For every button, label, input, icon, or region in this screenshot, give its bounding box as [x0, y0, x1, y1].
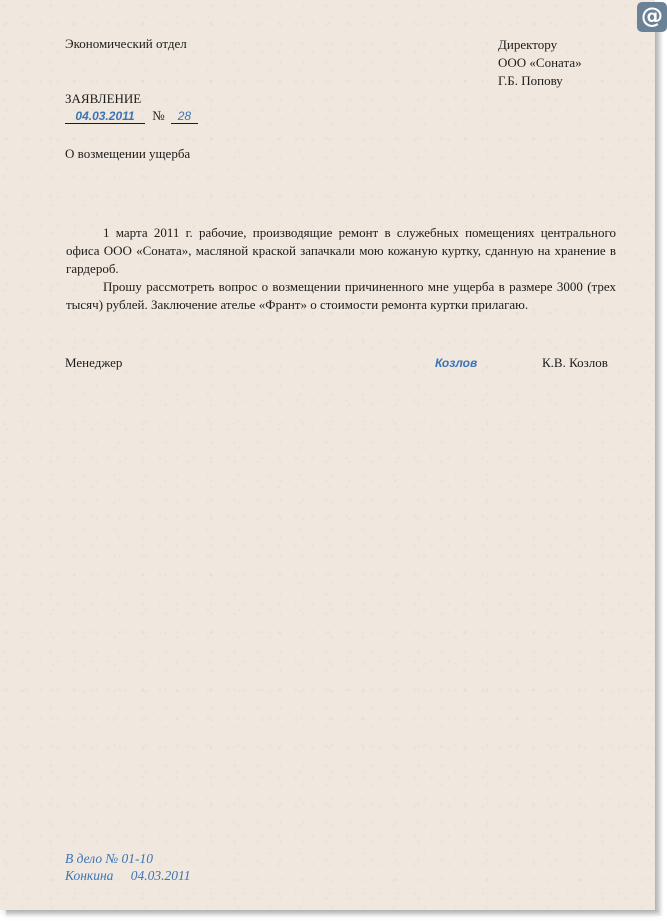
- number-sign: №: [152, 108, 165, 123]
- resolution-signer: Конкина: [65, 868, 114, 883]
- body-paragraph: Прошу рассмотреть вопрос о возмещении причиненного мне ущерба в размере 3000 (трех тысяч) рублей. Заключение ателье «Франт» о стоимости ремонта куртки прилагаю.: [66, 279, 616, 312]
- sender-department: Экономический отдел: [65, 36, 187, 51]
- page-shadow-bottom: [6, 910, 659, 917]
- recipient-name: Г.Б. Попову: [498, 73, 563, 88]
- signatory-name: К.В. Козлов: [542, 355, 608, 370]
- document-number: 28: [171, 110, 198, 124]
- at-sign-logo-icon[interactable]: @: [637, 2, 667, 32]
- document-body: [66, 224, 616, 314]
- body-paragraph: 1 марта 2011 г. рабочие, производящие ремонт в служебных помещениях центрального офиса ООО «Соната», масляной краской запачкали мою кожаную куртку, сданную на хранение в гардероб.: [66, 225, 616, 276]
- document-type: ЗАЯВЛЕНИЕ: [65, 91, 142, 106]
- recipient-company: ООО «Соната»: [498, 55, 582, 70]
- handwritten-signature: Козлов: [435, 356, 478, 370]
- resolution-date: 04.03.2011: [130, 868, 191, 883]
- document-date-number: [65, 108, 198, 124]
- signature-position: Менеджер: [65, 355, 123, 370]
- recipient-block: [498, 36, 582, 90]
- recipient-title: Директору: [498, 37, 558, 52]
- resolution-file-line: В дело № 01-10: [65, 851, 154, 866]
- resolution-note: [65, 850, 191, 884]
- page-shadow-right: [655, 6, 663, 916]
- document-date: 04.03.2011: [65, 110, 145, 124]
- document-subject: О возмещении ущерба: [65, 146, 191, 161]
- resolution-signoff: [65, 867, 191, 884]
